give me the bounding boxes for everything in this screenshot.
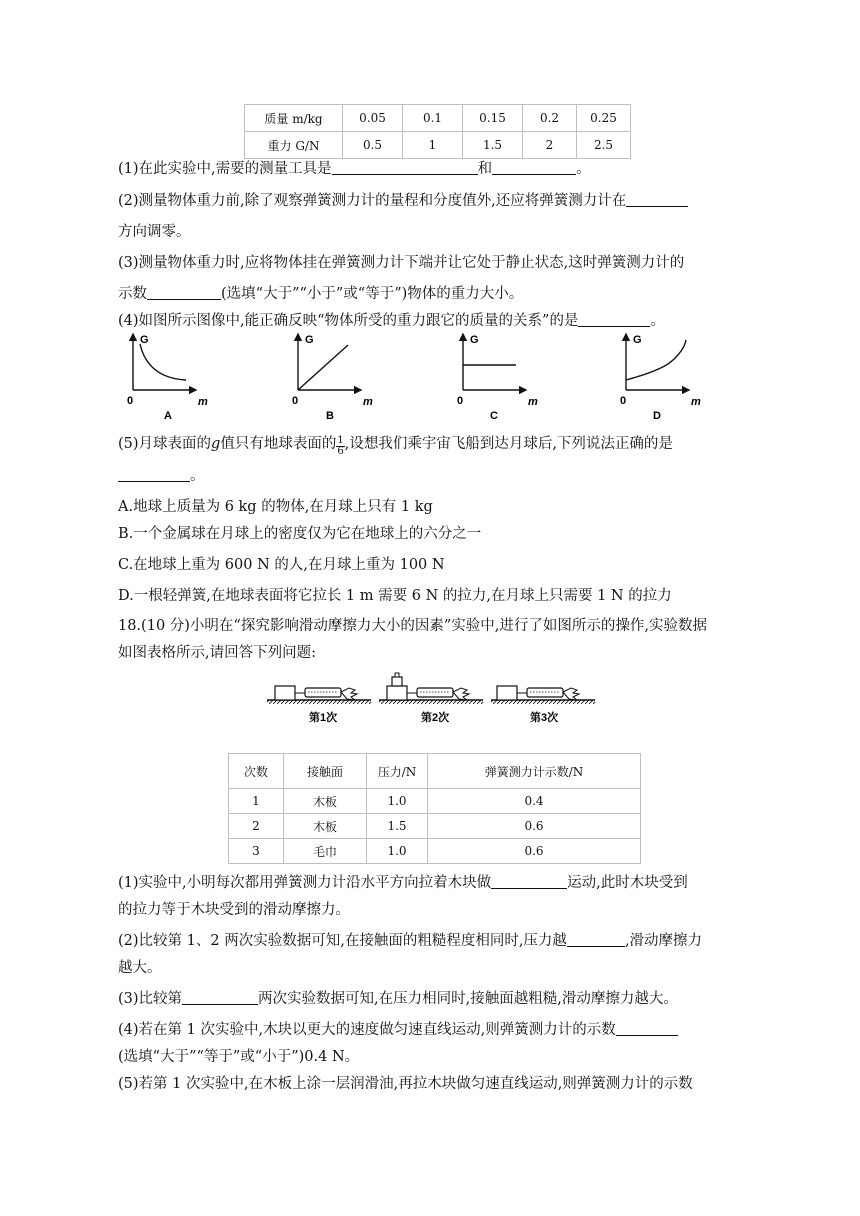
table-cell: 0.4 [428,789,641,814]
origin-label: 0 [292,395,299,407]
q17-part3-cont: 示数 (选填“大于”“小于”或“等于”)物体的重力大小。 [118,286,524,302]
answer-blank [118,467,190,482]
trial-3-setup [491,686,595,704]
table-cell: 1.0 [367,839,428,864]
q18-part3: (3)比较第 两次实验数据可知,在压力相同时,接触面越粗糙,滑动摩擦力越大。 [118,991,678,1007]
hand-icon [563,688,579,700]
table-cell: 0.05 [343,105,403,132]
graph-letter: C [490,410,498,422]
friction-data-table [228,753,641,864]
table-cell: 2.5 [577,132,631,159]
weight [392,677,402,686]
answer-blank [147,285,221,300]
wood-block [497,686,517,700]
origin-label: 0 [127,395,134,407]
q18-part2-cont: 越大。 [118,960,162,976]
table-header-cell: 次数 [229,754,284,789]
axis-label-y: G [470,334,479,346]
axis-label-y: G [305,334,314,346]
table-cell: 木板 [284,814,367,839]
q17-part2: (2)测量物体重力前,除了观察弹簧测力计的量程和分度值外,还应将弹簧测力计在 [118,191,688,211]
table-cell: 木板 [284,789,367,814]
origin-label: 0 [620,395,627,407]
table-header-cell: 压力/N [367,754,428,789]
line-b [298,345,348,390]
graph-letter: B [326,410,334,422]
axis-label-y: G [140,334,149,346]
table-row [229,789,641,814]
trial-2-setup [379,673,483,704]
option-c: C.在地球上重为 600 N 的人,在月球上重为 100 N [118,557,445,573]
origin-label: 0 [457,395,464,407]
mass-weight-table [244,104,631,159]
axis-label-x: m [691,396,701,408]
q17-part2-cont: 方向调零。 [118,224,191,240]
option-a: A.地球上质量为 6 kg 的物体,在月球上只有 1 kg [118,499,433,515]
table-row [229,839,641,864]
answer-blank [332,160,478,175]
curve-a [140,344,186,380]
answer-blank [182,990,258,1005]
answer-blank [567,932,625,947]
table-header-cell: 弹簧测力计示数/N [428,754,641,789]
q17-part4: (4)如图所示图像中,能正确反映“物体所受的重力跟它的质量的关系”的是 。 [118,313,665,329]
table-cell: 1 [229,789,284,814]
table-cell: 2 [523,132,577,159]
wood-block [275,686,295,700]
table-cell: 毛巾 [284,839,367,864]
table-cell: 质量 m/kg [245,105,343,132]
q18-part1: (1)实验中,小明每次都用弹簧测力计沿水平方向拉着木块做 运动,此时木块受到 [118,875,688,891]
table-row [229,814,641,839]
fraction-one-sixth: $\frac{1}{6}$ [337,435,344,457]
q18-part5: (5)若第 1 次实验中,在木板上涂一层润滑油,再拉木块做匀速直线运动,则弹簧测力计的示数 [118,1076,693,1092]
q18-part1-cont: 的拉力等于木块受到的滑动摩擦力。 [118,902,350,918]
axis-label-x: m [198,396,208,408]
q17-part1: (1)在此实验中,需要的测量工具是 和 。 [118,161,591,177]
table-cell: 1 [403,132,463,159]
graph-c [457,334,538,422]
q18-part4-cont: (选填“大于”“等于”或“小于”)0.4 N。 [118,1049,360,1065]
table-cell: 2 [229,814,284,839]
table-cell: 1.0 [367,789,428,814]
q18-intro: 18.(10 分)小明在“探究影响滑动摩擦力大小的因素”实验中,进行了如图所示的操作,实验数据 [118,618,707,634]
table-cell: 0.25 [577,105,631,132]
table-row [245,132,631,159]
graph-b [292,334,373,422]
table-header-cell: 接触面 [284,754,367,789]
hand-icon [453,688,469,700]
q18-intro-cont: 如图表格所示,请回答下列问题: [118,645,316,661]
q18-part2: (2)比较第 1、2 两次实验数据可知,在接触面的粗糙程度相同时,压力越 ,滑动摩擦力 [118,933,703,949]
q18-part4: (4)若在第 1 次实验中,木块以更大的速度做匀速直线运动,则弹簧测力计的示数 [118,1020,678,1040]
option-d: D.一根轻弹簧,在地球表面将它拉长 1 m 需要 6 N 的拉力,在月球上只需要 1 N 的拉力 [118,588,672,604]
graph-letter: A [164,410,172,422]
table-cell: 0.6 [428,814,641,839]
table-header-row [229,754,641,789]
table-row [245,105,631,132]
table-cell: 0.6 [428,839,641,864]
table-cell: 0.15 [463,105,523,132]
table-cell: 0.5 [343,132,403,159]
answer-blank [578,312,650,327]
table-cell: 0.2 [523,105,577,132]
table-cell: 重力 G/N [245,132,343,159]
graph-letter: D [653,410,661,422]
q17-part5: (5)月球表面的g值只有地球表面的 $\frac{1}{6}$ ,设想我们乘宇宙飞船到达月球后,下列说法正确的是 [118,435,673,457]
spring-scale [527,688,563,697]
curve-d [626,340,686,380]
axis-label-y: G [633,334,642,346]
q17-part3: (3)测量物体重力时,应将物体挂在弹簧测力计下端并让它处于静止状态,这时弹簧测力计的 [118,255,685,271]
spring-scale [417,688,453,697]
trial-1-setup [267,686,371,704]
option-b: B.一个金属球在月球上的密度仅为它在地球上的六分之一 [118,526,482,542]
q17-part5-cont: 。 [118,466,205,486]
table-cell: 0.1 [403,105,463,132]
answer-blank [616,1021,678,1036]
trial-label: 第3次 [530,712,559,724]
answer-blank [492,160,576,175]
axis-label-x: m [363,396,373,408]
spring-scale [305,688,341,697]
table-cell: 1.5 [367,814,428,839]
axis-label-x: m [528,396,538,408]
answer-blank [491,874,567,889]
gm-graphs [118,330,738,422]
trial-label: 第1次 [309,712,338,724]
wood-block [387,686,407,700]
answer-blank [626,192,688,207]
graph-a [127,334,208,422]
hand-icon [341,688,357,700]
trial-label: 第2次 [421,712,450,724]
table-cell: 1.5 [463,132,523,159]
table-cell: 3 [229,839,284,864]
friction-experiment-diagram [265,668,595,726]
graph-d [620,334,701,422]
